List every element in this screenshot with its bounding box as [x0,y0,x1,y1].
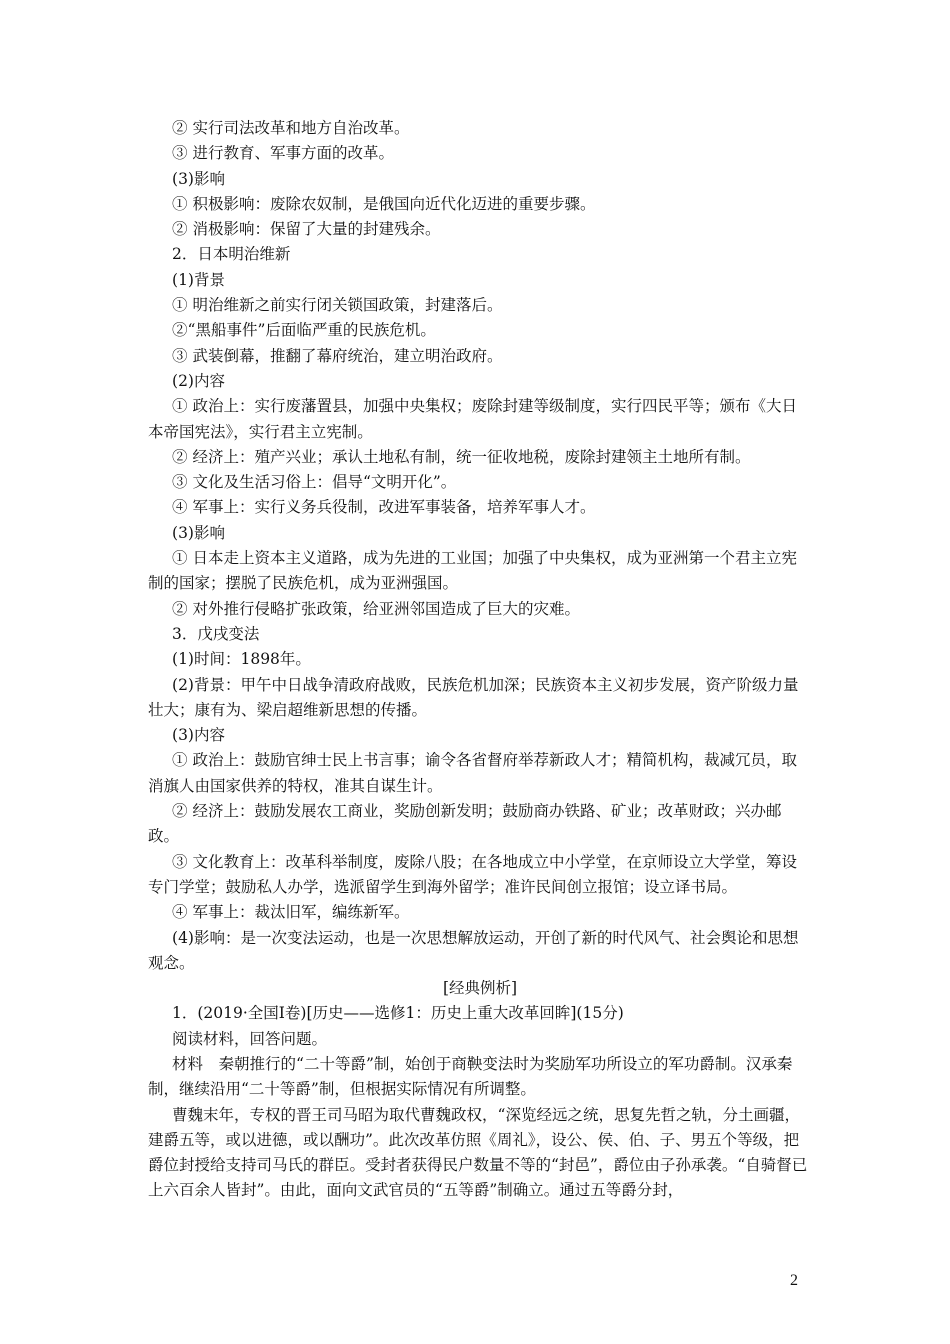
paragraph: ③ 进行教育、军事方面的改革。 [172,144,394,163]
paragraph: ① 政治上：鼓励官绅士民上书言事；谕令各省督府举荐新政人才；精简机构，裁减冗员，取消旗人由国家供养的特权，准其自谋生计。 [148,751,797,795]
subheading: (3)影响 [172,523,225,542]
subheading: (2)内容 [172,371,225,390]
paragraph: ③ 武装倒幕，推翻了幕府统治，建立明治政府。 [172,346,503,365]
material-paragraph: 曹魏末年，专权的晋王司马昭为取代曹魏政权，“深览经远之统，思复先哲之轨，分土画疆，建爵五等，或以进德，或以酬功”。此次改革仿照《周礼》，设公、侯、伯、子、男五个等级，把爵位封授给支持司马氏的群臣。受封者获得民户数量不等的“封邑”，爵位由子孙承袭。“自骑督已上六百余人皆封”。由此，面向文武官员的“五等爵”制确立。通过五等爵分封， [148,1105,808,1200]
section-heading-example: [经典例析] [442,979,518,998]
question-title: 1．(2019·全国Ⅰ卷)[历史——选修1：历史上重大改革回眸](15分) [172,1004,624,1023]
paragraph: (4)影响：是一次变法运动，也是一次思想解放运动，开创了新的时代风气、社会舆论和思想观念。 [148,928,799,972]
section-title: 2．日本明治维新 [172,245,291,264]
subheading: (3)影响 [172,169,225,188]
paragraph: ① 政治上：实行废藩置县，加强中央集权；废除封建等级制度，实行四民平等；颁布《大日本帝国宪法》，实行君主立宪制。 [148,397,797,441]
page-number: 2 [790,1272,798,1289]
subheading: (3)内容 [172,726,225,745]
section-title: 3．戊戌变法 [172,624,260,643]
paragraph: ② 实行司法改革和地方自治改革。 [172,119,410,137]
question-instruction: 阅读材料，回答问题。 [172,1029,328,1048]
paragraph: (2)背景：甲午中日战争清政府战败，民族危机加深；民族资本主义初步发展，资产阶级力量壮大；康有为、梁启超维新思想的传播。 [148,675,799,719]
paragraph: ① 明治维新之前实行闭关锁国政策，封建落后。 [172,296,503,315]
paragraph: ② 经济上：殖产兴业；承认土地私有制，统一征收地税，废除封建领主土地所有制。 [172,447,751,466]
paragraph: (1)时间：1898年。 [172,650,311,669]
document-body [148,116,812,1204]
material-paragraph: 材料 秦朝推行的“二十等爵”制，始创于商鞅变法时为奖励军功所设立的军功爵制。汉承秦制，继续沿用“二十等爵”制，但根据实际情况有所调整。 [148,1054,793,1099]
paragraph: ④ 军事上：实行义务兵役制，改进军事装备，培养军事人才。 [172,498,596,517]
paragraph: ② 对外推行侵略扩张政策，给亚洲邻国造成了巨大的灾难。 [172,599,580,618]
paragraph: ③ 文化教育上：改革科举制度，废除八股；在各地成立中小学堂，在京师设立大学堂，筹设专门学堂；鼓励私人办学，选派留学生到海外留学；准许民间创立报馆；设立译书局。 [148,852,797,896]
paragraph: ② 经济上：鼓励发展农工商业，奖励创新发明；鼓励商办铁路、矿业；改革财政；兴办邮政。 [148,802,782,846]
paragraph: ② 消极影响：保留了大量的封建残余。 [172,220,441,239]
paragraph: ① 积极影响：废除农奴制，是俄国向近代化迈进的重要步骤。 [172,194,596,213]
paragraph: ④ 军事上：裁汰旧军，编练新军。 [172,903,410,922]
paragraph: ②“黑船事件”后面临严重的民族危机。 [172,321,436,340]
subheading: (1)背景 [172,270,225,289]
paragraph: ③ 文化及生活习俗上：倡导“文明开化”。 [172,473,457,492]
paragraph: ① 日本走上资本主义道路，成为先进的工业国；加强了中央集权，成为亚洲第一个君主立宪制的国家；摆脱了民族危机，成为亚洲强国。 [148,549,797,593]
